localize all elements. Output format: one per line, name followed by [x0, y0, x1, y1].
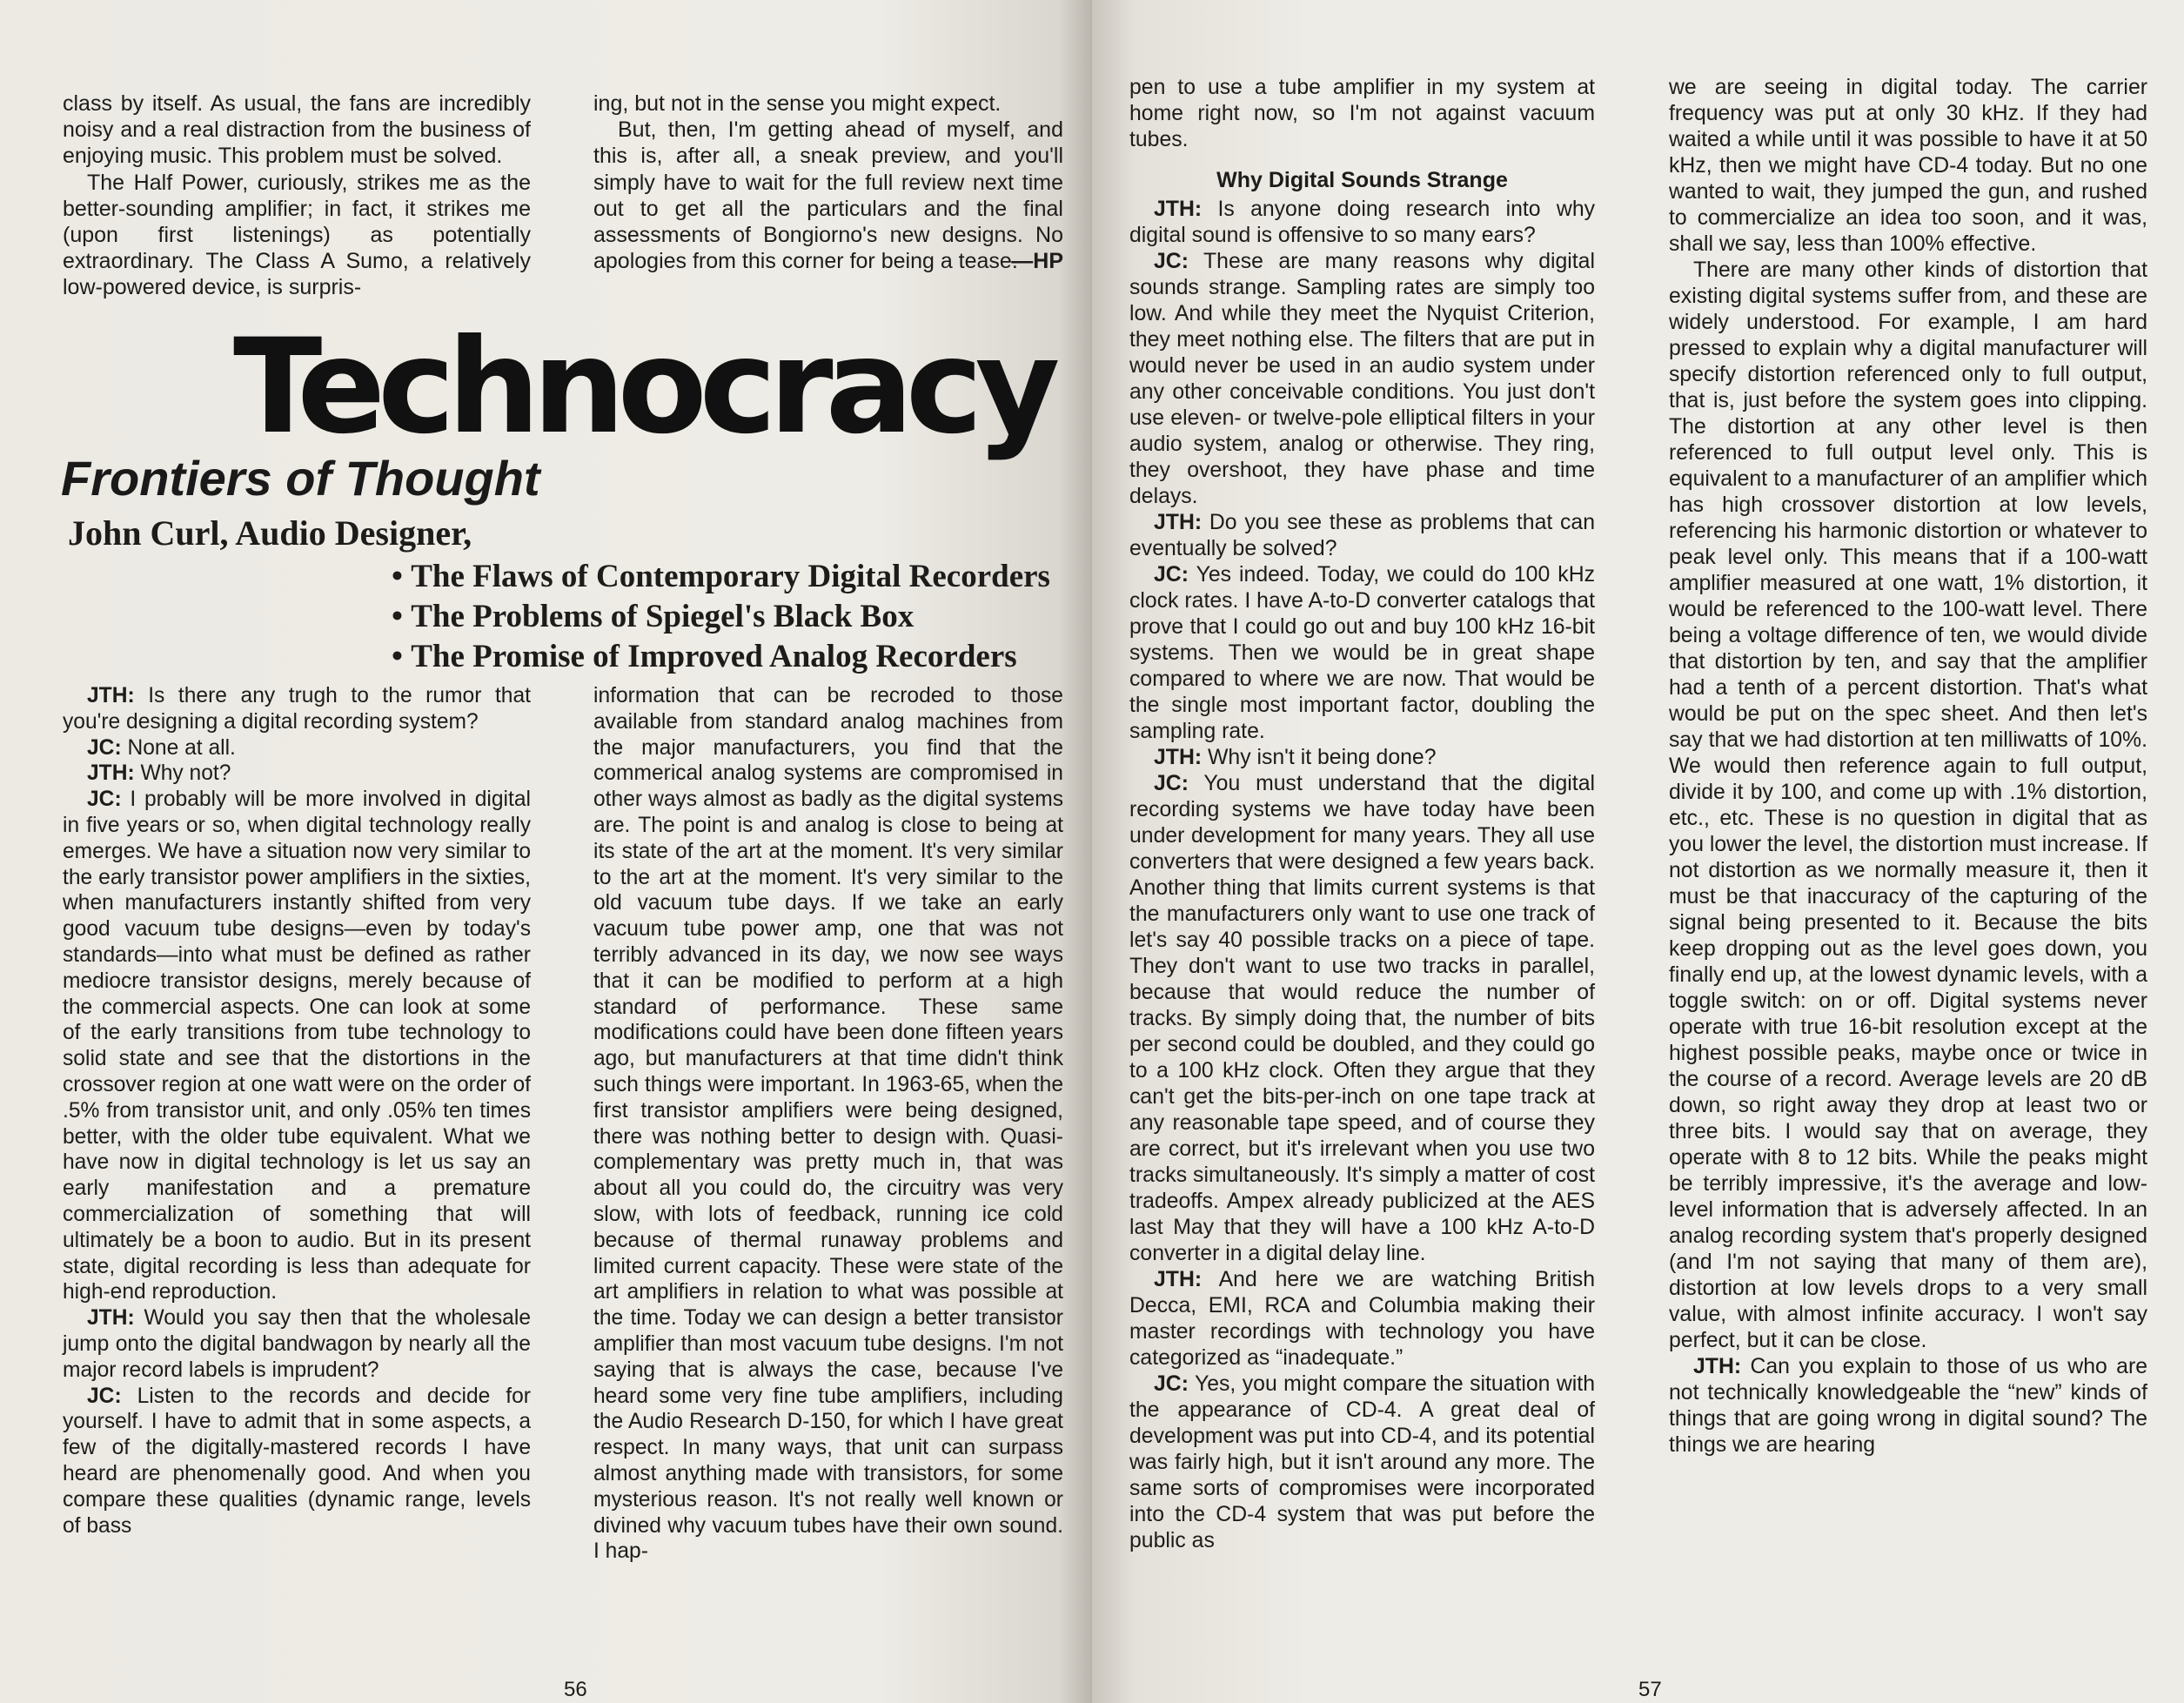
paragraph-text: Is there any trugh to the rumor that you're designing a digital recording system?: [63, 684, 531, 734]
interview-paragraph: [63, 1384, 531, 1539]
interview-paragraph: [63, 683, 531, 735]
paragraph-text: Yes, you might compare the situation with the appearance of CD-4. A great deal of development was put into CD-4, and its potential was fairly high, but it isn't around any more. The same sorts of compromises were incorporated into the CD-4 system that was put before the public as: [1129, 1372, 1595, 1552]
paragraph-text: These are many reasons why digital sounds strange. Sampling rates are simply too low. And while they meet the Nyquist Criterion, they meet nothing else. The filters that are put in would never be used in an audio system under any other conceivable conditions. You just don't use eleven- or twelve-pole elliptical filters in your audio system, analog or otherwise. They ring, they overshoot, they have phase and time delays.: [1129, 250, 1595, 508]
paragraph-text: Is anyone doing research into why digital sound is offensive to so many ears?: [1129, 198, 1596, 247]
page-number: 57: [1638, 1678, 1662, 1701]
paragraph: The Half Power, curiously, strikes me as the better-sounding amplifier; in fact, it strikes me (upon first listenings) as potentially extraordinary. The Class A Sumo, a relatively low-powered device, is surpris-: [63, 170, 531, 300]
speaker-label: JC:: [87, 1384, 122, 1408]
speaker-label: JC:: [1154, 250, 1189, 273]
interview-paragraph: [1129, 197, 1595, 249]
interview-paragraph: [63, 787, 531, 1305]
interview-column-2: [593, 683, 1063, 1565]
speaker-label: JTH:: [1693, 1355, 1742, 1378]
speaker-label: JTH:: [1154, 746, 1203, 769]
previous-article-column-1: [63, 91, 531, 301]
paragraph-text: Why isn't it being done?: [1208, 746, 1437, 769]
speaker-label: JC:: [1154, 772, 1189, 795]
topic-item: • The Promise of Improved Analog Recorders: [392, 637, 1050, 677]
interview-paragraph: [63, 761, 531, 787]
paragraph: ing, but not in the sense you might expect.: [593, 91, 1002, 116]
interview-column-4: [1669, 75, 2147, 1458]
speaker-label: JTH:: [1154, 198, 1203, 221]
speaker-label: JC:: [1154, 563, 1189, 587]
right-page: [1092, 0, 2184, 1703]
paragraph-text: Why not?: [140, 761, 231, 786]
paragraph-text: Listen to the records and decide for yourself. I have to admit that in some aspects, a few of the digitally-mastered records I have heard are phenomenally good. And when you compare these qualities (dynamic range, levels of bass: [63, 1384, 531, 1538]
interview-paragraph: information that can be recroded to those available from standard analog machines from the major manufacturers, you find that the commerical analog systems are compromised in other ways almost as badly as the digital systems are. The point is and analog is close to being at its state of the art at the moment. It's very similar to the art at the moment. It's very similar to the old vacuum tube days. If we take an early vacuum tube power amp, one that was not terribly advanced in its day, we now see ways that it can be modified to perform at a high standard of performance. These same modifications could have been done fifteen years ago, but manufacturers at that time didn't think such things were important. In 1963-65, when the first transistor amplifiers were being designed, there was nothing better to design with. Quasi-complementary was pretty much in, that was about all you could do, the circuitry was very slow, with lots of feedback, running ice cold because of thermal runaway problems and limited current capacity. These were state of the art amplifiers in relation to what was possible at the time. Today we can design a better transistor amplifier than most vacuum tube designs. I'm not saying that is always the case, because I've heard some very fine tube amplifiers, including the Audio Research D-150, for which I have great respect. In many ways, that unit can surpass almost anything made with transistors, for some mysterious reason. It's not really well known or divined why vacuum tubes have their own sound. I hap-: [593, 684, 1063, 1564]
interview-paragraph: [63, 1305, 531, 1383]
paragraph-text: Do you see these as problems that can eventually be solved?: [1129, 511, 1596, 560]
topic-item: • The Flaws of Contemporary Digital Recorders: [392, 557, 1050, 597]
topic-item: • The Problems of Spiegel's Black Box: [392, 597, 1050, 637]
speaker-label: JTH:: [87, 684, 135, 707]
interview-paragraph: [1129, 562, 1595, 745]
interview-paragraph: [63, 735, 531, 761]
paragraph-text: I probably will be more involved in digital in five years or so, when digital technology really emerges. We have a situation now very similar to the early transistor power amplifiers in the sixties, when manufacturers instantly shifted from very good vacuum tube designs—even by today's standards—into what must be defined as rather mediocre transistor designs, merely because of the commercial aspects. One can look at some of the early transitions from tube technology to solid state and see that the distortions in the crossover region at one watt were on the order of .5% from transistor unit, and only .05% ten times better, with the older tube equivalent. What we have now in digital technology is let us say an early manifestation and a premature commercialization of something that will ultimately be a boon to audio. But in its present state, digital recording is less than adequate for high-end reproduction.: [63, 788, 531, 1304]
interview-paragraph: [1129, 249, 1595, 510]
speaker-label: JTH:: [87, 1306, 135, 1331]
interview-paragraph: [1129, 510, 1595, 562]
paragraph-text: None at all.: [127, 735, 236, 760]
paragraph-text: You must understand that the digital recording systems we have today have been under development for many years. They all use converters that were designed a few years back. Another thing that limits current systems is that the manufacturers only want to use one track of let's say 40 possible tracks on a piece of tape. They don't want to use two tracks in parallel, because that would reduce the number of tracks. By simply doing that, the number of bits per second could be doubled, and they could go to a 100 kHz clock. Often they argue that they can't get the bits-per-inch on one tape track at any reasonable tape speed, and of course they are correct, but it's irrelevant when you use two tracks simultaneously. It's simply a matter of cost tradeoffs. Ampex already publicized at the AES last May that they will have a 100 kHz A-to-D converter in a digital delay line.: [1129, 772, 1595, 1265]
masthead-logo: Technocracy: [233, 312, 1053, 463]
interview-paragraph: pen to use a tube amplifier in my system at home right now, so I'm not against vacuum tubes.: [1129, 76, 1595, 151]
speaker-label: JTH:: [1154, 511, 1203, 534]
interview-paragraph: [1129, 1267, 1595, 1371]
page-number: 56: [564, 1678, 587, 1701]
paragraph-text: And here we are watching British Decca, EMI, RCA and Columbia making their master recordings with technology you have categorized as “inadequate.”: [1129, 1268, 1595, 1370]
interview-paragraph: [1129, 771, 1595, 1267]
speaker-label: JTH:: [87, 761, 135, 786]
section-heading: Why Digital Sounds Strange: [1216, 168, 1508, 192]
paragraph: class by itself. As usual, the fans are incredibly noisy and a real distraction from the business of enjoying music. This problem must be solved.: [63, 91, 531, 169]
paragraph-text: Would you say then that the wholesale jump onto the digital bandwagon by nearly all the major record labels is imprudent?: [63, 1306, 532, 1382]
paragraph-text: Yes indeed. Today, we could do 100 kHz clock rates. I have A-to-D converter catalogs that prove that I could go out and buy 100 kHz 16-bit systems. Then we would be in great shape compared to where we are now. That would be the single most important factor, doubling the sampling rate.: [1129, 563, 1595, 743]
paragraph: But, then, I'm getting ahead of myself, and this is, after all, a sneak preview, and you'll simply have to wait for the full review next time out to get all the particulars and the final assessments of Bongiorno's new designs. No apologies from this corner for being a tease.: [593, 117, 1063, 274]
interview-column-1: [63, 683, 531, 1539]
interview-paragraph: [1129, 1371, 1595, 1554]
previous-article-column-2: [593, 91, 1063, 275]
interview-paragraph: we are seeing in digital today. The carrier frequency was put at only 30 kHz. If they had waited a while until it was possible to have it at 50 kHz, then we might have CD-4 today. But no one wanted to wait, they jumped the gun, and rushed to commercialize an idea too soon, and it was, shall we say, less than 100% effective.: [1669, 76, 2147, 256]
interview-paragraph: There are many other kinds of distortion that existing digital systems suffer from, and these are widely understood. For example, I am hard pressed to explain why a digital manufacturer will specify distortion referenced only to full output, that is, just before the system goes into clipping. The distortion at any other level is then referenced to full output level only. This is equivalent to a manufacturer of an amplifier which has high crossover distortion at low levels, referencing his harmonic distortion or whatever to peak level only. This means that if a 100-watt amplifier measured at one watt, 1% distortion, it would be referenced to the 100-watt level. There being a voltage difference of ten, we would divide that distortion by ten, and say that the amplifier had a tenth of a percent distortion. That's what would be put on the spec sheet. And then let's say that we had distortion at ten milliwatts of 10%. We would then reference again to full output, divide it by 100, and come up with .1% distortion, etc., etc. These is no question in digital that as you lower the level, the distortion must increase. If not distortion as we normally measure it, then it must be that inaccuracy of the capturing of the signal being presented to it. Because the bits keep dropping out as the level goes down, you finally end up, at the lowest dynamic levels, with a toggle switch: on or off. Digital systems never operate with true 16-bit resolution except at the highest possible peaks, maybe once or twice in the course of a record. Average levels are 20 dB down, so right away they drop at least two or three bits. I would say that on average, they operate with 8 to 12 bits. While the peaks might be terribly impressive, it's the average and low-level information that is adversely affected. In an analog recording system that's properly designed (and I'm not saying that many of them are), distortion at low levels drops to a very small value, with almost infinite accuracy. I won't say perfect, but it can be close.: [1669, 258, 2147, 1352]
interview-paragraph: [1669, 1354, 2147, 1458]
article-byline: John Curl, Audio Designer,: [68, 513, 472, 553]
topic-list: [392, 557, 1050, 677]
article-subtitle: Frontiers of Thought: [61, 451, 540, 506]
speaker-label: JTH:: [1154, 1268, 1203, 1291]
interview-column-3: [1129, 75, 1595, 1554]
speaker-label: JC:: [87, 735, 122, 760]
interview-paragraph: [1129, 745, 1595, 771]
author-signature: —HP: [1011, 249, 1063, 274]
speaker-label: JC:: [1154, 1372, 1189, 1396]
paragraph-text: Can you explain to those of us who are not technically knowledgeable the “new” kinds of things that are going wrong in digital sound? The things we are hearing: [1669, 1355, 2148, 1457]
speaker-label: JC:: [87, 788, 122, 812]
